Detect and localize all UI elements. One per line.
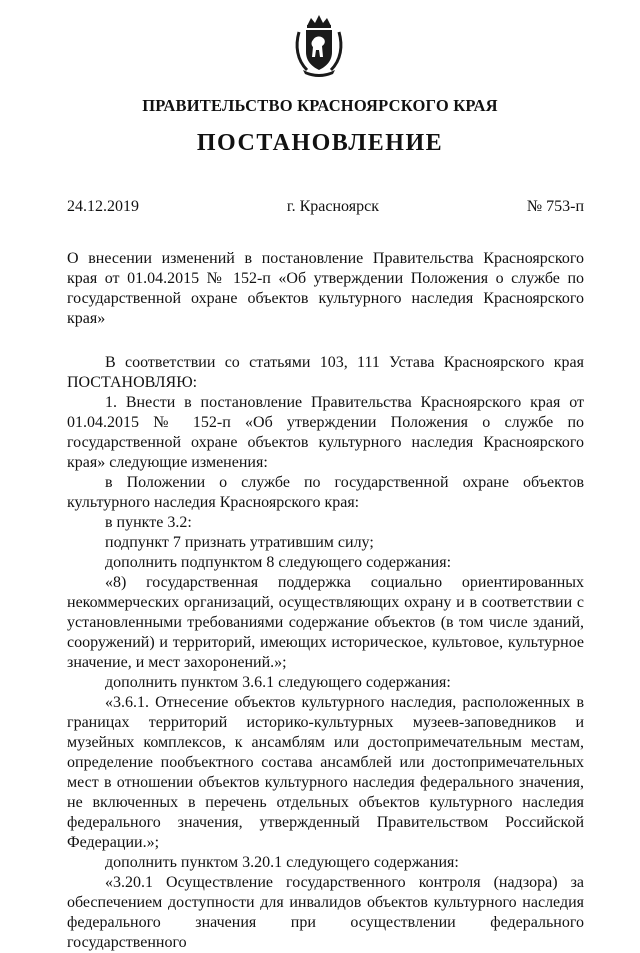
subpoint-8-text: «8) государственная поддержка социально ориентированных некоммерческих организаций, осуществляющих охрану и в соответствии с установленными требованиями содержание объектов (в том числе зданий, сооружений) и территорий, имеющих историческое, культовое, культурное значение, и мест захоронений.»; [67,574,584,671]
item-1-paragraph: 1. Внести в постановление Правительства Красноярского края от 01.04.2015 № 152-п «Об утверждении Положения о службе по государственной охране объектов культурного наследия Красноярского края» следующие изменения: [67,394,584,471]
document-city: г. Красноярск [286,198,379,215]
preamble-paragraph: В соответствии со статьями 103, 111 Устава Красноярского края ПОСТАНОВЛЯЮ: [67,354,584,391]
document-subject: О внесении изменений в постановление Правительства Красноярского края от 01.04.2015 № 152-п «Об утверждении Положения о службе по государственной охране объектов культурного наследия Красноярского края» [67,250,584,327]
regulation-paragraph: в Положении о службе по государственной охране объектов культурного наследия Красноярского края: [67,474,584,511]
document-type-title: ПОСТАНОВЛЕНИЕ [196,130,444,156]
point-3-6-1-text: «3.6.1. Отнесение объектов культурного наследия, расположенных в границах территорий историко-культурных музеев-заповедников и музейных комплексов, к ансамблям или достопримечательным местам, определение пообъектного состава ансамблей или достопримечательных мест в отношении объектов культурного наследия федерального значения, не включенных в перечень отдельных объектов культурного наследия федерального значения, утвержденный Правительством Российской Федерации.»; [67,694,584,851]
point-3-20-1-text: «3.20.1 Осуществление государственного контроля (надзора) за обеспечением доступности для инвалидов объектов культурного наследия федерального значения при осуществлении федерального государственного [67,874,584,951]
document-meta-row [67,198,584,216]
add-point-3-20-1-paragraph: дополнить пунктом 3.20.1 следующего содержания: [105,854,459,871]
document-number: № 753-п [526,198,584,215]
document-body [67,353,584,953]
add-point-3-6-1-paragraph: дополнить пунктом 3.6.1 следующего содержания: [105,674,451,691]
add-subpoint-8-paragraph: дополнить подпунктом 8 следующего содержания: [105,554,452,571]
document-date: 24.12.2019 [67,198,139,215]
government-name: ПРАВИТЕЛЬСТВО КРАСНОЯРСКОГО КРАЯ [142,96,498,115]
krasnoyarsk-coat-of-arms-icon [293,12,345,78]
subpoint-7-paragraph: подпункт 7 признать утратившим силу; [105,534,374,551]
point-3-2-paragraph: в пункте 3.2: [105,514,192,531]
